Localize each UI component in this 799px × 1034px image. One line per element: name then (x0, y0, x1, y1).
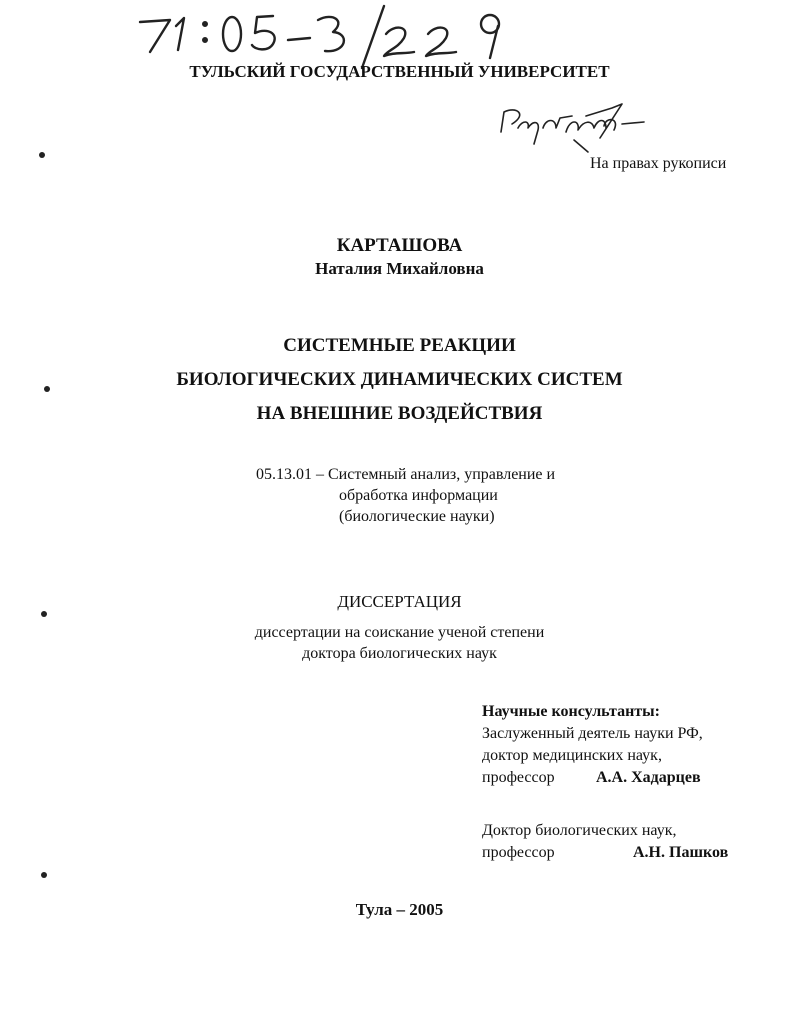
specialty-block (256, 464, 555, 527)
consultant-2-position: профессор (482, 844, 555, 861)
consultant-1-position: профессор (482, 769, 555, 786)
university-name: ТУЛЬСКИЙ ГОСУДАРСТВЕННЫЙ УНИВЕРСИТЕТ (189, 62, 610, 81)
manuscript-note: На правах рукописи (590, 155, 727, 172)
consultant-2-name: А.Н. Пашков (633, 844, 729, 861)
consultant-1-row (482, 767, 752, 789)
work-type-heading: ДИССЕРТАЦИЯ (337, 592, 462, 611)
specialty-line: обработка информации (339, 487, 498, 504)
consultants-block (482, 701, 752, 789)
consultants-heading: Научные консультанты: (482, 703, 660, 720)
work-type-line: доктора биологических наук (302, 645, 497, 662)
consultant-1-credential: Заслуженный деятель науки РФ, (482, 725, 703, 742)
title-line: СИСТЕМНЫЕ РЕАКЦИИ (283, 335, 516, 356)
author-name: Наталия Михайловна (315, 259, 484, 278)
dissertation-title (0, 329, 799, 431)
work-type-line: диссертации на соискание ученой степени (254, 624, 545, 641)
title-line: НА ВНЕШНИЕ ВОЗДЕЙСТВИЯ (256, 403, 543, 424)
author-surname: КАРТАШОВА (336, 235, 463, 256)
work-type-description (0, 622, 799, 664)
consultant-1-name: А.А. Хадарцев (596, 769, 701, 786)
archive-code-handwriting (140, 6, 499, 68)
consultant-1-credential: доктор медицинских наук, (482, 747, 662, 764)
consultant-2-row (482, 842, 752, 864)
city-year: Тула – 2005 (355, 900, 444, 919)
consultant-2-credential: Доктор биологических наук, (482, 822, 677, 839)
specialty-line: (биологические науки) (339, 508, 495, 525)
specialty-code: 05.13.01 – Системный анализ, управление и (256, 466, 556, 483)
author-signature (501, 104, 644, 152)
title-line: БИОЛОГИЧЕСКИХ ДИНАМИЧЕСКИХ СИСТЕМ (176, 369, 623, 390)
consultant-2-block (482, 820, 752, 864)
